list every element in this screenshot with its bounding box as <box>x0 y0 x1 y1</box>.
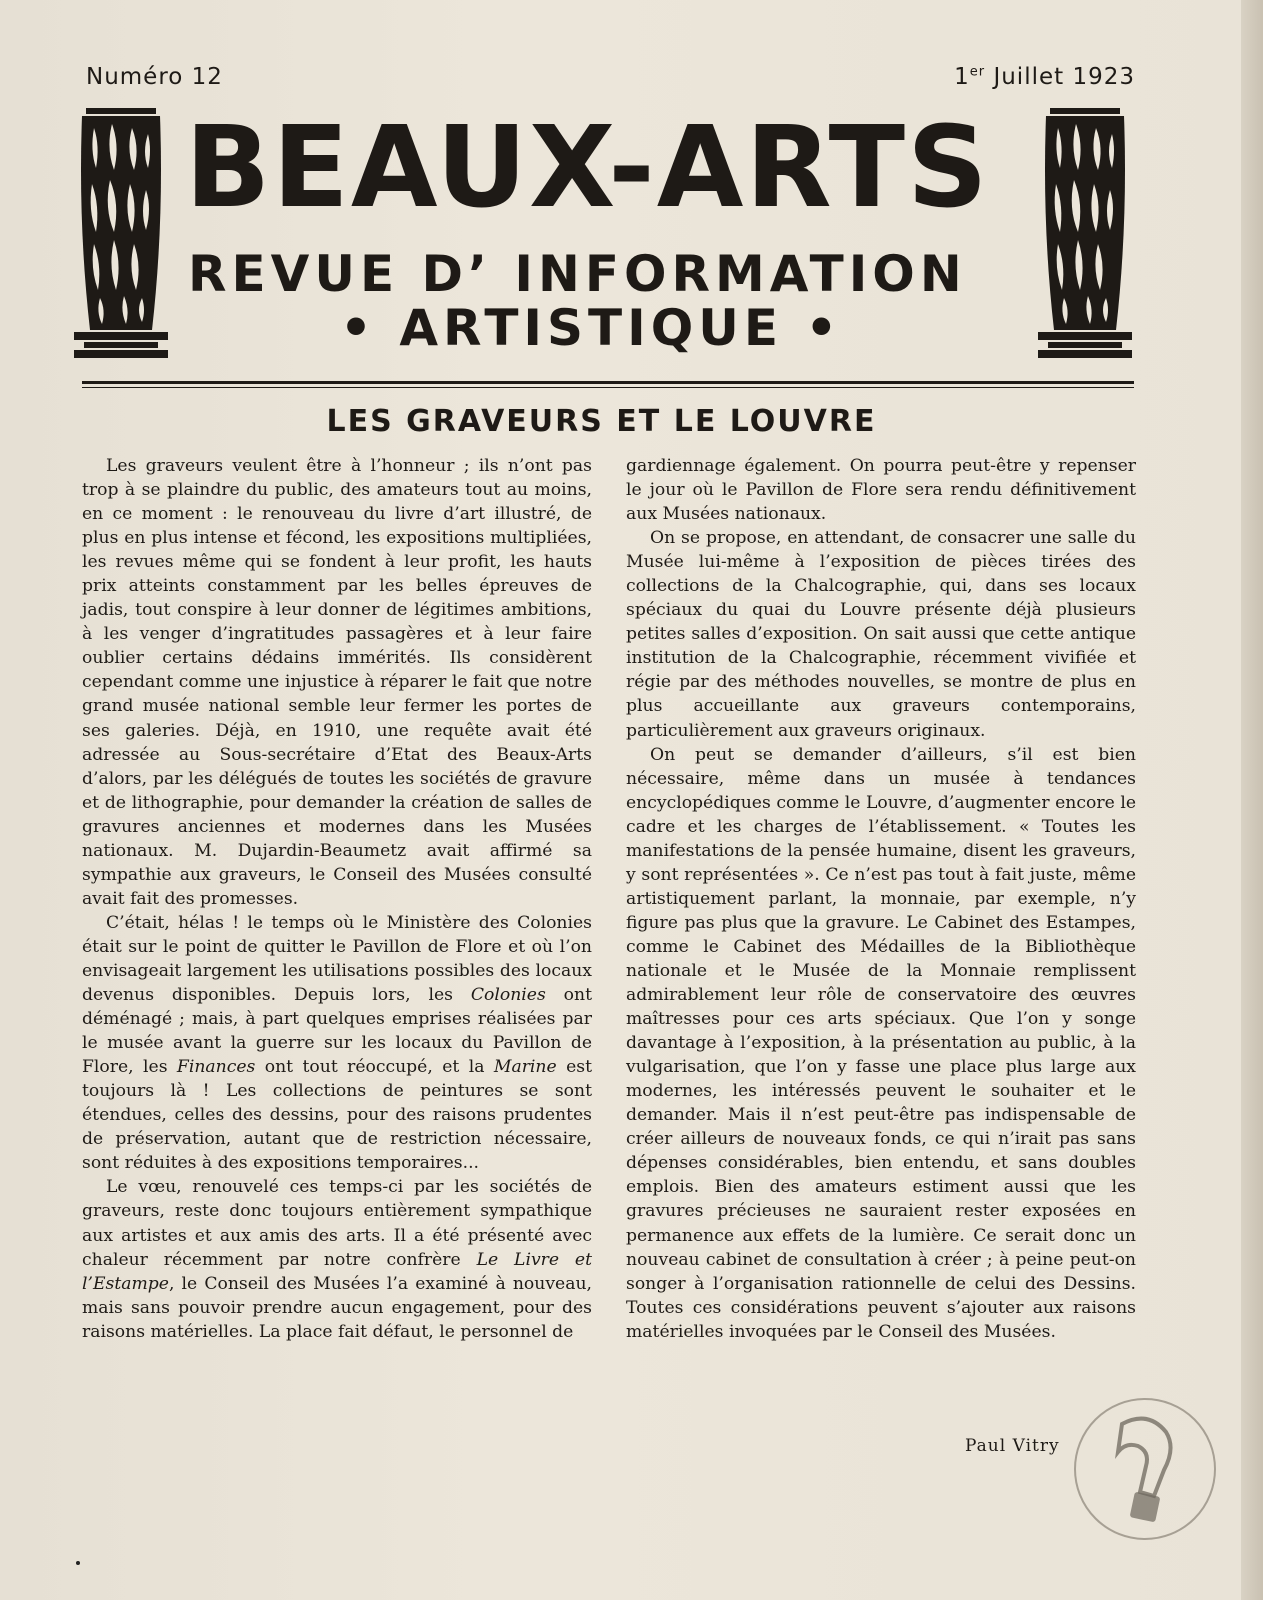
right-paragraph-3: On peut se demander d’ailleurs, s’il est bien nécessaire, même dans un musée à tendances encyclopédiques comme le Louvre, d’augmenter encore le cadre et les charges de l’établissement. « Toutes les manifestations de la pensée humaine, disent les graveurs, y sont représentées ». Ce n’est pas tout à fait juste, même artistiquement parlant, la monnaie, par exemple, n’y figure pas plus que la gravure. Le Cabinet des Estampes, comme le Cabinet des Médailles de la Bibliothèque nationale et le Musée de la Monnaie remplissent admirablement leur rôle de conservatoire des œuvres maîtresses pour ces arts spéciaux. Que l’on y songe davantage à l’exposition, à la présentation au public, à la vulgarisation, que l’on y fasse une place plus large aux modernes, les intéressés peuvent le souhaiter et le demander. Mais il n’est peut-être pas indispensable de créer ailleurs de nouveaux fonds, ce qui n’irait pas sans dépenses considérables, bien entendu, et sans doubles emplois. Bien des amateurs estiment aussi que les gravures précieuses ne sauraient rester exposées en permanence aux effets de la lumière. Ce serait donc un nouveau cabinet de consultation à créer ; à peine peut-on songer à l’organisation rationnelle de celui des Dessins. Toutes ces considérations peuvent s’ajouter aux raisons matérielles invoquées par le Conseil des Musées. <box>626 744 1136 1342</box>
left-paragraph-1: Les graveurs veulent être à l’honneur ; ils n’ont pas trop à se plaindre du public, des amateurs tout au moins, en ce moment : le renouveau du livre d’art illustré, de plus en plus intense et fécond, les expositions multipliées, les revues même qui se fondent à leur profit, les hauts prix atteints constamment par les belles épreuves de jadis, tout conspire à leur donner de légitimes ambitions, à les venger d’ingratitudes passagères et à leur faire oublier certains dédains immérités. Ils considèrent cependant comme une injustice à réparer le fait que notre grand musée national semble leur fermer les portes de ses galeries. Déjà, en 1910, une requête avait été adressée au Sous-secrétaire d’Etat des Beaux-Arts d’alors, par les délégués de toutes les sociétés de gravure et de lithographie, pour demander la création de salles de gravures anciennes et modernes dans les Musées nationaux. M. Dujardin-Beaumetz avait affirmé sa sympathie aux graveurs, le Conseil des Musées consulté avait fait des promesses. <box>82 456 592 909</box>
right-paragraph-2: On se propose, en attendant, de consacrer une salle du Musée lui-même à l’exposition de pièces tirées des collections de la Chalcographie, qui, dans ses locaux spéciaux du quai du Louvre présente déjà plusieurs petites salles d’exposition. On sait aussi que cette antique institution de la Chalcographie, récemment vivifiée et régie par des méthodes nouvelles, se montre de plus en plus accueillante aux graveurs contemporains, particulièrement aux graveurs originaux. <box>626 528 1136 741</box>
left-ornament-icon <box>72 104 170 360</box>
right-ornament-icon <box>1036 104 1134 360</box>
left-paragraph-3: Le vœu, renouvelé ces temps-ci par les sociétés de graveurs, reste donc toujours entièrement sympathique aux artistes et aux amis des arts. Il a été présenté avec chaleur récemment par notre confrère Le Livre et l’Estampe, le Conseil des Musées l’a examiné à nouveau, mais sans pouvoir prendre aucun engagement, pour des raisons matérielles. La place fait défaut, le personnel de <box>82 1177 593 1342</box>
ink-speck <box>76 1561 80 1565</box>
right-paragraph-1: gardiennage également. On pourra peut-être y repenser le jour où le Pavillon de Flore sera rendu définitivement aux Musées nationaux. <box>626 456 1136 525</box>
masthead-subtitle-line2: • ARTISTIQUE • <box>340 299 843 357</box>
issue-number: Numéro 12 <box>86 64 223 90</box>
masthead-subtitle-line1: REVUE D’ INFORMATION <box>188 245 967 303</box>
article-headline: LES GRAVEURS ET LE LOUVRE <box>326 404 877 439</box>
left-paragraph-2: C’était, hélas ! le temps où le Ministère des Colonies était sur le point de quitter le Pavillon de Flore et où l’on envisageait largement les utilisations possibles des locaux devenus disponibles. Depuis lors, les Colonies ont déménagé ; mais, à part quelques emprises réalisées par le musée avant la guerre sur les locaux du Pavillon de Flore, les Finances ont tout réoccupé, et la Marine est toujours là ! Les collections de peintures se sont étendues, celles des dessins, pour des raisons prudentes de préservation, autant que de restriction nécessaire, sont réduites à des expositions temporaires... <box>82 912 592 1174</box>
masthead-title: BEAUX-ARTS <box>185 103 990 233</box>
issue-date: 1er Juillet 1923 <box>954 64 1135 90</box>
divider-thick <box>82 381 1134 384</box>
page-edge <box>1241 0 1263 1600</box>
library-stamp-icon <box>1070 1394 1220 1544</box>
article-signature: Paul Vitry <box>965 1436 1060 1456</box>
article-left-column <box>82 454 592 1344</box>
article-right-column <box>626 454 1136 1344</box>
divider-thin <box>82 387 1134 388</box>
